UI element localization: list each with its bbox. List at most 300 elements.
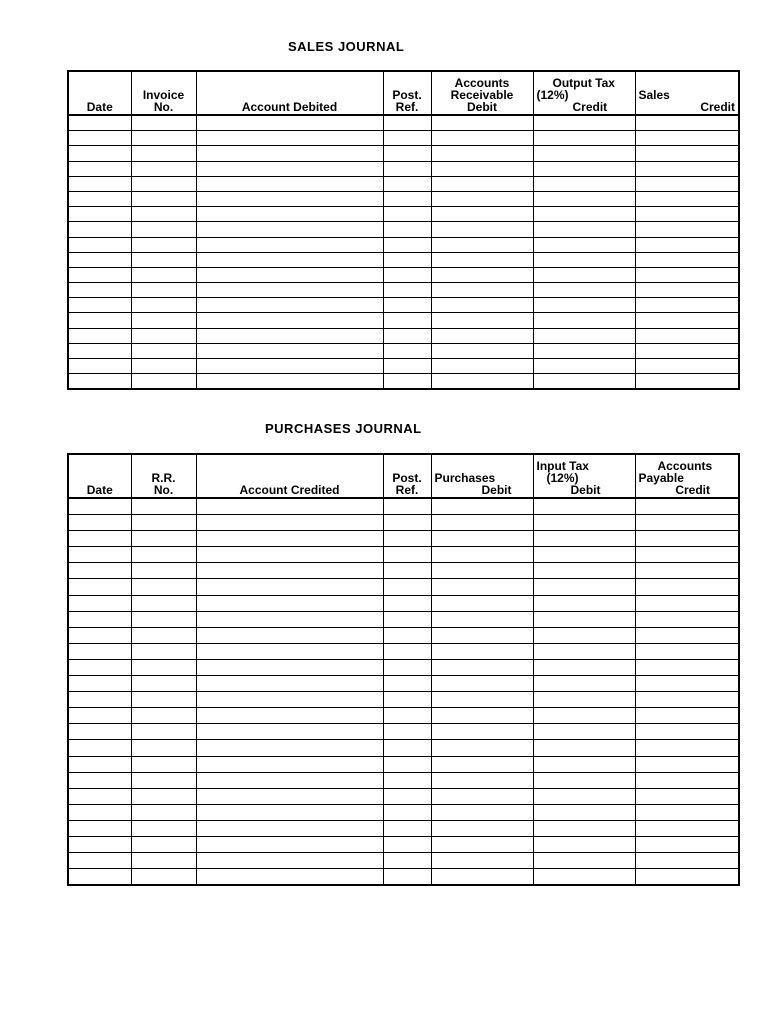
entry-cell[interactable] [533, 579, 635, 595]
entry-cell[interactable] [131, 267, 196, 282]
entry-cell[interactable] [68, 563, 131, 579]
entry-cell[interactable] [383, 563, 431, 579]
entry-cell[interactable] [196, 756, 383, 772]
entry-cell[interactable] [635, 176, 739, 191]
entry-cell[interactable] [131, 131, 196, 146]
entry-cell[interactable] [383, 820, 431, 836]
entry-cell[interactable] [635, 708, 739, 724]
entry-cell[interactable] [533, 515, 635, 531]
entry-cell[interactable] [196, 869, 383, 886]
entry-cell[interactable] [533, 869, 635, 886]
entry-cell[interactable] [431, 313, 533, 328]
entry-cell[interactable] [635, 595, 739, 611]
entry-cell[interactable] [635, 724, 739, 740]
entry-cell[interactable] [131, 252, 196, 267]
entry-cell[interactable] [383, 515, 431, 531]
entry-cell[interactable] [383, 267, 431, 282]
entry-cell[interactable] [431, 115, 533, 131]
entry-cell[interactable] [196, 627, 383, 643]
entry-cell[interactable] [131, 772, 196, 788]
entry-cell[interactable] [196, 659, 383, 675]
entry-cell[interactable] [68, 328, 131, 343]
entry-cell[interactable] [68, 659, 131, 675]
entry-cell[interactable] [196, 820, 383, 836]
entry-cell[interactable] [635, 627, 739, 643]
entry-cell[interactable] [383, 176, 431, 191]
entry-cell[interactable] [635, 313, 739, 328]
entry-cell[interactable] [196, 595, 383, 611]
entry-cell[interactable] [383, 328, 431, 343]
entry-cell[interactable] [196, 161, 383, 176]
entry-cell[interactable] [635, 374, 739, 390]
entry-cell[interactable] [431, 772, 533, 788]
header-account-credited: Account Credited [196, 454, 383, 498]
entry-cell[interactable] [383, 659, 431, 675]
entry-cell[interactable] [431, 531, 533, 547]
table-row [68, 804, 739, 820]
entry-cell[interactable] [533, 328, 635, 343]
entry-cell[interactable] [635, 252, 739, 267]
entry-cell[interactable] [533, 222, 635, 237]
entry-cell[interactable] [131, 579, 196, 595]
entry-cell[interactable] [131, 563, 196, 579]
entry-cell[interactable] [383, 869, 431, 886]
entry-cell[interactable] [68, 131, 131, 146]
entry-cell[interactable] [431, 676, 533, 692]
entry-cell[interactable] [131, 207, 196, 222]
entry-cell[interactable] [131, 222, 196, 237]
entry-cell[interactable] [635, 343, 739, 358]
entry-cell[interactable] [131, 498, 196, 515]
entry-cell[interactable] [383, 772, 431, 788]
entry-cell[interactable] [196, 252, 383, 267]
entry-cell[interactable] [383, 131, 431, 146]
entry-cell[interactable] [533, 498, 635, 515]
entry-cell[interactable] [68, 708, 131, 724]
entry-cell[interactable] [383, 836, 431, 852]
entry-cell[interactable] [383, 708, 431, 724]
entry-cell[interactable] [68, 176, 131, 191]
entry-cell[interactable] [131, 740, 196, 756]
entry-cell[interactable] [533, 595, 635, 611]
entry-cell[interactable] [383, 611, 431, 627]
entry-cell[interactable] [383, 374, 431, 390]
entry-cell[interactable] [68, 146, 131, 161]
entry-cell[interactable] [635, 563, 739, 579]
entry-cell[interactable] [635, 804, 739, 820]
entry-cell[interactable] [131, 788, 196, 804]
entry-cell[interactable] [533, 374, 635, 390]
entry-cell[interactable] [533, 131, 635, 146]
entry-cell[interactable] [431, 498, 533, 515]
entry-cell[interactable] [68, 115, 131, 131]
entry-cell[interactable] [383, 804, 431, 820]
entry-cell[interactable] [68, 772, 131, 788]
entry-cell[interactable] [431, 643, 533, 659]
entry-cell[interactable] [131, 374, 196, 390]
entry-cell[interactable] [533, 207, 635, 222]
entry-cell[interactable] [431, 547, 533, 563]
entry-cell[interactable] [68, 595, 131, 611]
entry-cell[interactable] [383, 283, 431, 298]
entry-cell[interactable] [431, 374, 533, 390]
entry-cell[interactable] [635, 498, 739, 515]
entry-cell[interactable] [196, 772, 383, 788]
entry-cell[interactable] [131, 161, 196, 176]
entry-cell[interactable] [196, 328, 383, 343]
entry-cell[interactable] [196, 579, 383, 595]
entry-cell[interactable] [196, 853, 383, 869]
entry-cell[interactable] [533, 627, 635, 643]
entry-cell[interactable] [196, 643, 383, 659]
entry-cell[interactable] [383, 756, 431, 772]
entry-cell[interactable] [635, 328, 739, 343]
entry-cell[interactable] [131, 756, 196, 772]
entry-cell[interactable] [68, 298, 131, 313]
entry-cell[interactable] [383, 531, 431, 547]
entry-cell[interactable] [196, 804, 383, 820]
entry-cell[interactable] [196, 740, 383, 756]
entry-cell[interactable] [68, 191, 131, 206]
entry-cell[interactable] [196, 788, 383, 804]
entry-cell[interactable] [131, 708, 196, 724]
entry-cell[interactable] [431, 804, 533, 820]
entry-cell[interactable] [131, 676, 196, 692]
entry-cell[interactable] [196, 146, 383, 161]
entry-cell[interactable] [533, 283, 635, 298]
entry-cell[interactable] [131, 531, 196, 547]
entry-cell[interactable] [196, 676, 383, 692]
entry-cell[interactable] [533, 724, 635, 740]
entry-cell[interactable] [383, 146, 431, 161]
entry-cell[interactable] [431, 627, 533, 643]
entry-cell[interactable] [635, 579, 739, 595]
entry-cell[interactable] [383, 676, 431, 692]
entry-cell[interactable] [533, 676, 635, 692]
entry-cell[interactable] [533, 161, 635, 176]
entry-cell[interactable] [383, 692, 431, 708]
entry-cell[interactable] [431, 820, 533, 836]
entry-cell[interactable] [131, 237, 196, 252]
entry-cell[interactable] [68, 252, 131, 267]
entry-cell[interactable] [131, 836, 196, 852]
entry-cell[interactable] [431, 659, 533, 675]
entry-cell[interactable] [635, 869, 739, 886]
header-rr-no: R.R. No. [131, 454, 196, 498]
entry-cell[interactable] [196, 836, 383, 852]
entry-cell[interactable] [131, 343, 196, 358]
entry-cell[interactable] [431, 131, 533, 146]
entry-cell[interactable] [131, 595, 196, 611]
entry-cell[interactable] [383, 740, 431, 756]
entry-cell[interactable] [431, 252, 533, 267]
entry-cell[interactable] [131, 328, 196, 343]
entry-cell[interactable] [533, 740, 635, 756]
entry-cell[interactable] [635, 131, 739, 146]
entry-cell[interactable] [533, 820, 635, 836]
entry-cell[interactable] [131, 692, 196, 708]
entry-cell[interactable] [533, 176, 635, 191]
entry-cell[interactable] [196, 515, 383, 531]
entry-cell[interactable] [383, 853, 431, 869]
entry-cell[interactable] [431, 836, 533, 852]
entry-cell[interactable] [68, 627, 131, 643]
entry-cell[interactable] [533, 563, 635, 579]
entry-cell[interactable] [68, 343, 131, 358]
entry-cell[interactable] [431, 740, 533, 756]
entry-cell[interactable] [196, 374, 383, 390]
entry-cell[interactable] [68, 804, 131, 820]
entry-cell[interactable] [196, 313, 383, 328]
entry-cell[interactable] [431, 267, 533, 282]
entry-cell[interactable] [131, 820, 196, 836]
entry-cell[interactable] [196, 708, 383, 724]
entry-cell[interactable] [131, 283, 196, 298]
entry-cell[interactable] [533, 836, 635, 852]
entry-cell[interactable] [131, 869, 196, 886]
entry-cell[interactable] [431, 756, 533, 772]
entry-cell[interactable] [131, 359, 196, 374]
entry-cell[interactable] [383, 298, 431, 313]
entry-cell[interactable] [431, 595, 533, 611]
entry-cell[interactable] [196, 191, 383, 206]
entry-cell[interactable] [383, 359, 431, 374]
entry-cell[interactable] [131, 146, 196, 161]
entry-cell[interactable] [635, 836, 739, 852]
entry-cell[interactable] [431, 359, 533, 374]
entry-cell[interactable] [68, 692, 131, 708]
entry-cell[interactable] [383, 788, 431, 804]
entry-cell[interactable] [68, 724, 131, 740]
entry-cell[interactable] [431, 611, 533, 627]
entry-cell[interactable] [196, 176, 383, 191]
entry-cell[interactable] [131, 659, 196, 675]
entry-cell[interactable] [131, 191, 196, 206]
entry-cell[interactable] [383, 237, 431, 252]
entry-cell[interactable] [533, 298, 635, 313]
entry-cell[interactable] [635, 692, 739, 708]
table-row [68, 579, 739, 595]
entry-cell[interactable] [635, 115, 739, 131]
entry-cell[interactable] [68, 531, 131, 547]
entry-cell[interactable] [196, 563, 383, 579]
entry-cell[interactable] [68, 853, 131, 869]
entry-cell[interactable] [383, 222, 431, 237]
entry-cell[interactable] [431, 176, 533, 191]
entry-cell[interactable] [431, 343, 533, 358]
entry-cell[interactable] [635, 531, 739, 547]
entry-cell[interactable] [196, 359, 383, 374]
entry-cell[interactable] [431, 237, 533, 252]
entry-cell[interactable] [196, 343, 383, 358]
entry-cell[interactable] [533, 708, 635, 724]
entry-cell[interactable] [68, 222, 131, 237]
entry-cell[interactable] [131, 115, 196, 131]
entry-cell[interactable] [533, 547, 635, 563]
entry-cell[interactable] [431, 579, 533, 595]
entry-cell[interactable] [383, 115, 431, 131]
entry-cell[interactable] [635, 298, 739, 313]
entry-cell[interactable] [383, 579, 431, 595]
entry-cell[interactable] [635, 161, 739, 176]
entry-cell[interactable] [431, 207, 533, 222]
entry-cell[interactable] [635, 359, 739, 374]
entry-cell[interactable] [68, 359, 131, 374]
entry-cell[interactable] [68, 579, 131, 595]
entry-cell[interactable] [196, 298, 383, 313]
entry-cell[interactable] [533, 853, 635, 869]
entry-cell[interactable] [68, 374, 131, 390]
entry-cell[interactable] [635, 740, 739, 756]
entry-cell[interactable] [431, 708, 533, 724]
entry-cell[interactable] [131, 627, 196, 643]
entry-cell[interactable] [68, 643, 131, 659]
entry-cell[interactable] [196, 131, 383, 146]
entry-cell[interactable] [533, 237, 635, 252]
entry-cell[interactable] [533, 359, 635, 374]
entry-cell[interactable] [196, 611, 383, 627]
entry-cell[interactable] [635, 222, 739, 237]
entry-cell[interactable] [635, 788, 739, 804]
entry-cell[interactable] [533, 146, 635, 161]
entry-cell[interactable] [68, 869, 131, 886]
entry-cell[interactable] [533, 267, 635, 282]
entry-cell[interactable] [431, 563, 533, 579]
entry-cell[interactable] [383, 724, 431, 740]
entry-cell[interactable] [131, 853, 196, 869]
entry-cell[interactable] [533, 756, 635, 772]
entry-cell[interactable] [383, 343, 431, 358]
entry-cell[interactable] [635, 515, 739, 531]
entry-cell[interactable] [635, 643, 739, 659]
entry-cell[interactable] [533, 804, 635, 820]
entry-cell[interactable] [431, 222, 533, 237]
entry-cell[interactable] [383, 595, 431, 611]
entry-cell[interactable] [635, 659, 739, 675]
entry-cell[interactable] [196, 283, 383, 298]
entry-cell[interactable] [383, 627, 431, 643]
entry-cell[interactable] [131, 804, 196, 820]
entry-cell[interactable] [533, 611, 635, 627]
entry-cell[interactable] [635, 676, 739, 692]
entry-cell[interactable] [383, 252, 431, 267]
entry-cell[interactable] [431, 161, 533, 176]
entry-cell[interactable] [196, 692, 383, 708]
purchases-header-row [68, 454, 739, 498]
entry-cell[interactable] [533, 788, 635, 804]
entry-cell[interactable] [68, 237, 131, 252]
entry-cell[interactable] [635, 146, 739, 161]
entry-cell[interactable] [635, 772, 739, 788]
entry-cell[interactable] [635, 853, 739, 869]
entry-cell[interactable] [533, 659, 635, 675]
entry-cell[interactable] [131, 724, 196, 740]
entry-cell[interactable] [68, 788, 131, 804]
entry-cell[interactable] [533, 313, 635, 328]
entry-cell[interactable] [635, 207, 739, 222]
entry-cell[interactable] [635, 191, 739, 206]
entry-cell[interactable] [196, 222, 383, 237]
entry-cell[interactable] [383, 313, 431, 328]
entry-cell[interactable] [131, 298, 196, 313]
entry-cell[interactable] [196, 531, 383, 547]
entry-cell[interactable] [68, 313, 131, 328]
entry-cell[interactable] [635, 267, 739, 282]
entry-cell[interactable] [635, 547, 739, 563]
entry-cell[interactable] [383, 191, 431, 206]
entry-cell[interactable] [533, 252, 635, 267]
entry-cell[interactable] [533, 531, 635, 547]
entry-cell[interactable] [196, 724, 383, 740]
entry-cell[interactable] [533, 772, 635, 788]
entry-cell[interactable] [431, 869, 533, 886]
table-row [68, 788, 739, 804]
entry-cell[interactable] [431, 298, 533, 313]
entry-cell[interactable] [533, 343, 635, 358]
entry-cell[interactable] [383, 643, 431, 659]
entry-cell[interactable] [431, 724, 533, 740]
entry-cell[interactable] [196, 237, 383, 252]
entry-cell[interactable] [196, 547, 383, 563]
entry-cell[interactable] [68, 676, 131, 692]
entry-cell[interactable] [431, 146, 533, 161]
entry-cell[interactable] [383, 547, 431, 563]
entry-cell[interactable] [431, 788, 533, 804]
entry-cell[interactable] [68, 547, 131, 563]
entry-cell[interactable] [533, 692, 635, 708]
entry-cell[interactable] [431, 191, 533, 206]
entry-cell[interactable] [68, 611, 131, 627]
entry-cell[interactable] [431, 515, 533, 531]
entry-cell[interactable] [68, 836, 131, 852]
entry-cell[interactable] [196, 498, 383, 515]
entry-cell[interactable] [68, 267, 131, 282]
entry-cell[interactable] [68, 756, 131, 772]
entry-cell[interactable] [68, 498, 131, 515]
entry-cell[interactable] [131, 643, 196, 659]
entry-cell[interactable] [196, 267, 383, 282]
entry-cell[interactable] [383, 207, 431, 222]
entry-cell[interactable] [196, 207, 383, 222]
entry-cell[interactable] [533, 115, 635, 131]
entry-cell[interactable] [131, 515, 196, 531]
entry-cell[interactable] [68, 283, 131, 298]
entry-cell[interactable] [68, 161, 131, 176]
entry-cell[interactable] [635, 820, 739, 836]
entry-cell[interactable] [533, 643, 635, 659]
entry-cell[interactable] [68, 207, 131, 222]
entry-cell[interactable] [383, 498, 431, 515]
entry-cell[interactable] [635, 237, 739, 252]
entry-cell[interactable] [635, 283, 739, 298]
entry-cell[interactable] [131, 611, 196, 627]
entry-cell[interactable] [431, 692, 533, 708]
entry-cell[interactable] [383, 161, 431, 176]
entry-cell[interactable] [131, 176, 196, 191]
entry-cell[interactable] [196, 115, 383, 131]
entry-cell[interactable] [431, 283, 533, 298]
entry-cell[interactable] [131, 313, 196, 328]
entry-cell[interactable] [68, 515, 131, 531]
entry-cell[interactable] [635, 756, 739, 772]
entry-cell[interactable] [68, 740, 131, 756]
entry-cell[interactable] [431, 853, 533, 869]
entry-cell[interactable] [635, 611, 739, 627]
entry-cell[interactable] [431, 328, 533, 343]
entry-cell[interactable] [131, 547, 196, 563]
entry-cell[interactable] [68, 820, 131, 836]
entry-cell[interactable] [533, 191, 635, 206]
